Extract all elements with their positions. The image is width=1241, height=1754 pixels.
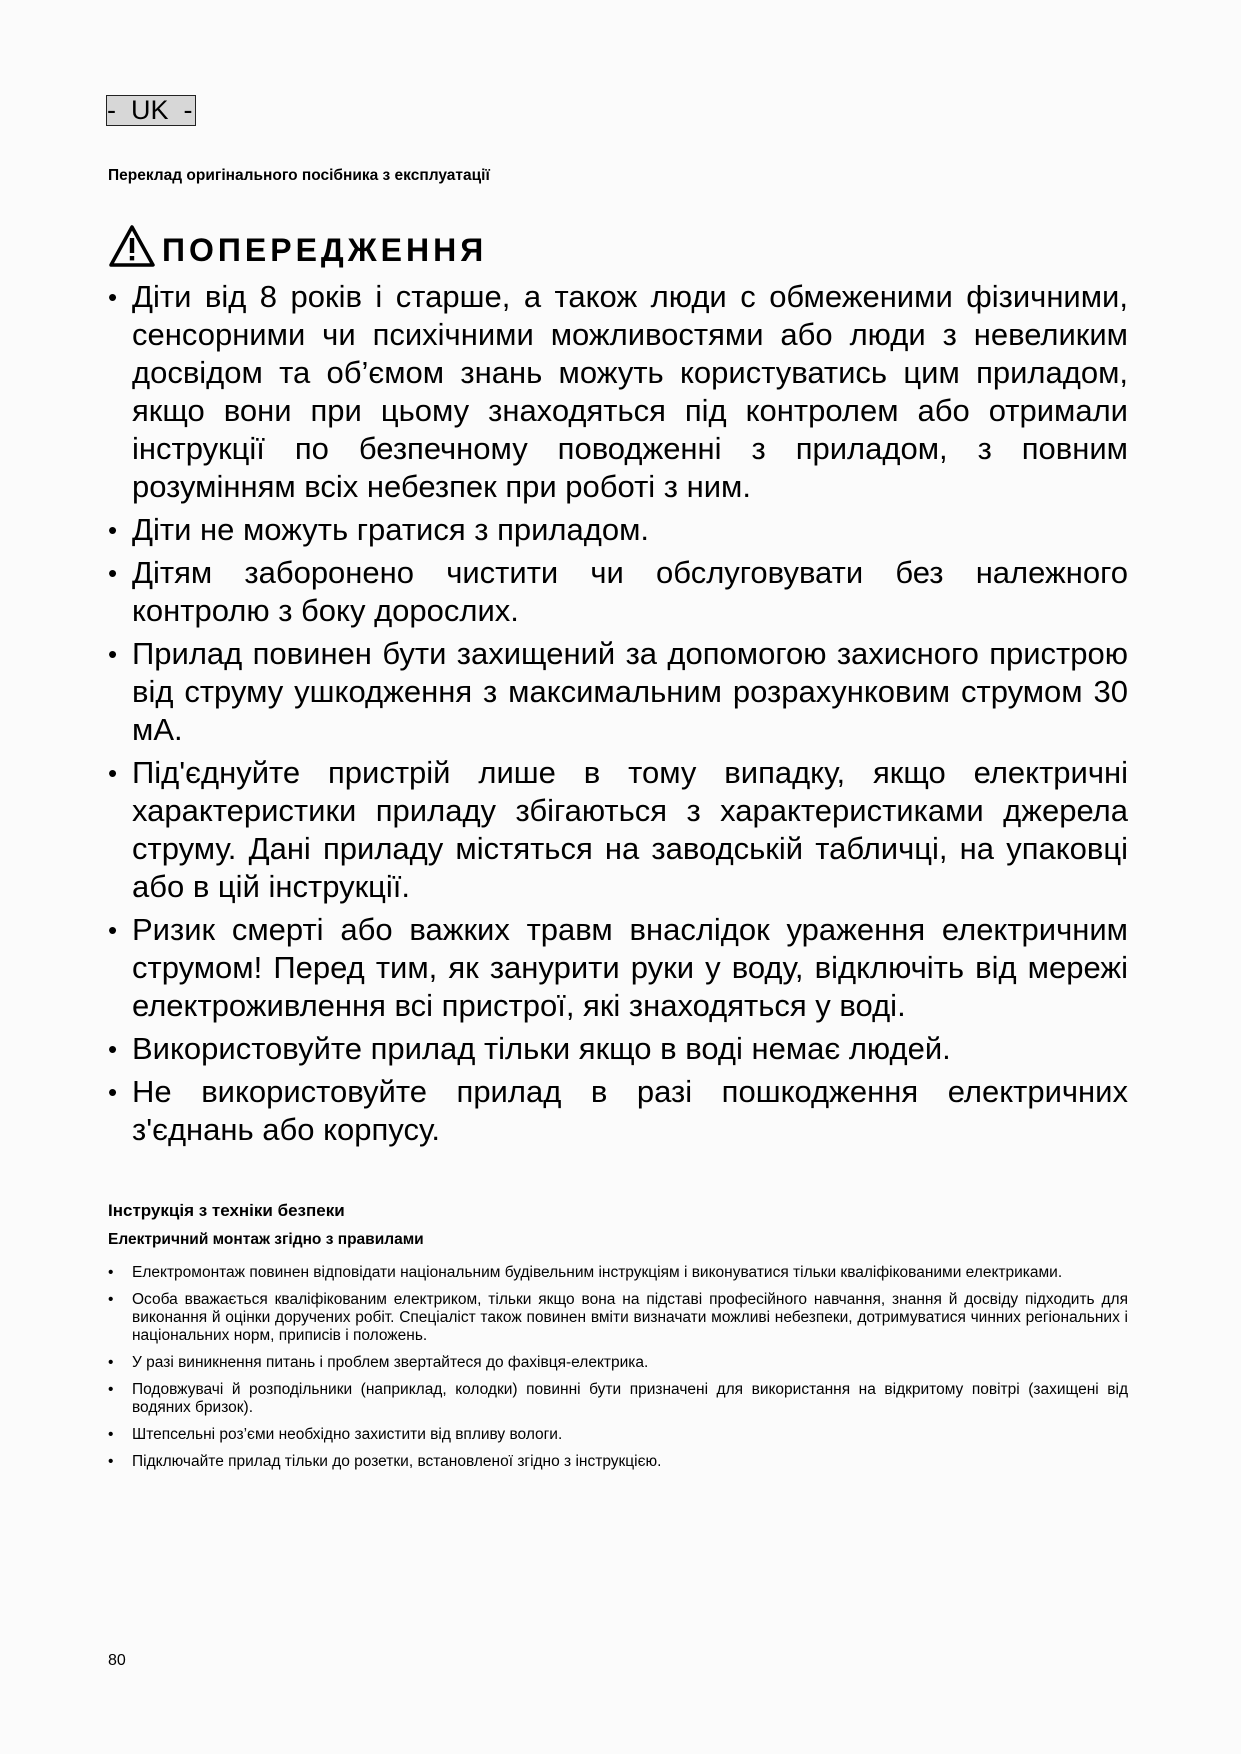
safety-item	[108, 1381, 1128, 1417]
bullet-icon: •	[108, 282, 118, 312]
safety-item	[108, 1354, 1128, 1372]
bullet-icon: •	[108, 1453, 114, 1470]
safety-section-subtitle: Електричний монтаж згідно з правилами	[108, 1231, 424, 1248]
document-subtitle: Переклад оригінального посібника з експлуатації	[108, 167, 490, 184]
safety-item	[108, 1426, 1128, 1444]
warning-item	[108, 1030, 1128, 1068]
bullet-icon: •	[108, 758, 118, 788]
bullet-icon: •	[108, 558, 118, 588]
warning-list	[108, 278, 1128, 1154]
warning-item-text: Прилад повинен бути захищений за допомогою захисного пристрою від струму ушкодження з максимальним розрахунковим струмом 30 мА.	[132, 636, 1128, 747]
bullet-icon: •	[108, 1034, 118, 1064]
page-number: 80	[108, 1652, 126, 1669]
bullet-icon: •	[108, 639, 118, 669]
bullet-icon: •	[108, 515, 118, 545]
warning-item-text: Діти від 8 років і старше, а також люди с обмеженими фізичними, сенсорними чи психічними можливостями або люди з невеликим досвідом та об’ємом знань можуть користуватись цим приладом, якщо вони при цьому знаходяться під контролем або отримали інструкції по безпечному поводженні з приладом, з повним розумінням всіх небезпек при роботі з ним.	[132, 279, 1128, 504]
warning-triangle-icon	[108, 224, 156, 268]
warning-item	[108, 1073, 1128, 1149]
bullet-icon: •	[108, 1264, 114, 1281]
safety-item	[108, 1453, 1128, 1471]
safety-item-text: У разі виникнення питань і проблем звертайтеся до фахівця-електрика.	[132, 1354, 649, 1371]
safety-item-text: Електромонтаж повинен відповідати національним будівельним інструкціям і виконуватися тільки кваліфікованими електриками.	[132, 1264, 1063, 1281]
bullet-icon: •	[108, 1426, 114, 1443]
safety-item	[108, 1291, 1128, 1345]
warning-item-text: Дітям заборонено чистити чи обслуговувати без належного контролю з боку дорослих.	[132, 555, 1128, 628]
warning-item	[108, 911, 1128, 1025]
warning-item	[108, 278, 1128, 506]
warning-item	[108, 511, 1128, 549]
warning-item-text: Не використовуйте прилад в разі пошкодження електричних з'єднань або корпусу.	[132, 1074, 1128, 1147]
bullet-icon: •	[108, 1354, 114, 1371]
safety-item-text: Подовжувачі й розподільники (наприклад, колодки) повинні бути призначені для використання на відкритому повітрі (захищені від водяних бризок).	[132, 1381, 1128, 1416]
bullet-icon: •	[108, 1291, 114, 1308]
bullet-icon: •	[108, 915, 118, 945]
warning-item-text: Під'єднуйте пристрій лише в тому випадку, якщо електричні характеристики приладу збігаються з характеристиками джерела струму. Дані приладу містяться на заводській табличці, на упаковці або в цій інструкції.	[132, 755, 1128, 904]
warning-item-text: Діти не можуть гратися з приладом.	[132, 512, 650, 547]
safety-item-text: Особа вважається кваліфікованим електриком, тільки якщо вона на підставі професійного навчання, знання й досвіду підходить для виконання й оцінки доручених робіт. Спеціаліст також повинен вміти визначати можливі небезпеки, дотримуватися чинних регіональних і національних норм, приписів і положень.	[132, 1291, 1128, 1344]
safety-item	[108, 1264, 1128, 1282]
safety-list	[108, 1264, 1128, 1480]
safety-item-text: Штепсельні роз’єми необхідно захистити від впливу вологи.	[132, 1426, 563, 1443]
bullet-icon: •	[108, 1381, 114, 1398]
warning-item	[108, 754, 1128, 906]
warning-item	[108, 635, 1128, 749]
warning-item-text: Ризик смерті або важких травм внаслідок ураження електричним струмом! Перед тим, як занурити руки у воду, відключіть від мережі електроживлення всі пристрої, які знаходяться у воді.	[132, 912, 1128, 1023]
warning-heading	[108, 220, 487, 272]
warning-title: ПОПЕРЕДЖЕННЯ	[162, 231, 488, 268]
bullet-icon: •	[108, 1077, 118, 1107]
language-tag: - UK -	[106, 95, 196, 126]
safety-section-title: Інструкція з техніки безпеки	[108, 1201, 345, 1220]
warning-item-text: Використовуйте прилад тільки якщо в воді немає людей.	[132, 1031, 951, 1066]
safety-item-text: Підключайте прилад тільки до розетки, встановленої згідно з інструкцією.	[132, 1453, 662, 1470]
warning-item	[108, 554, 1128, 630]
